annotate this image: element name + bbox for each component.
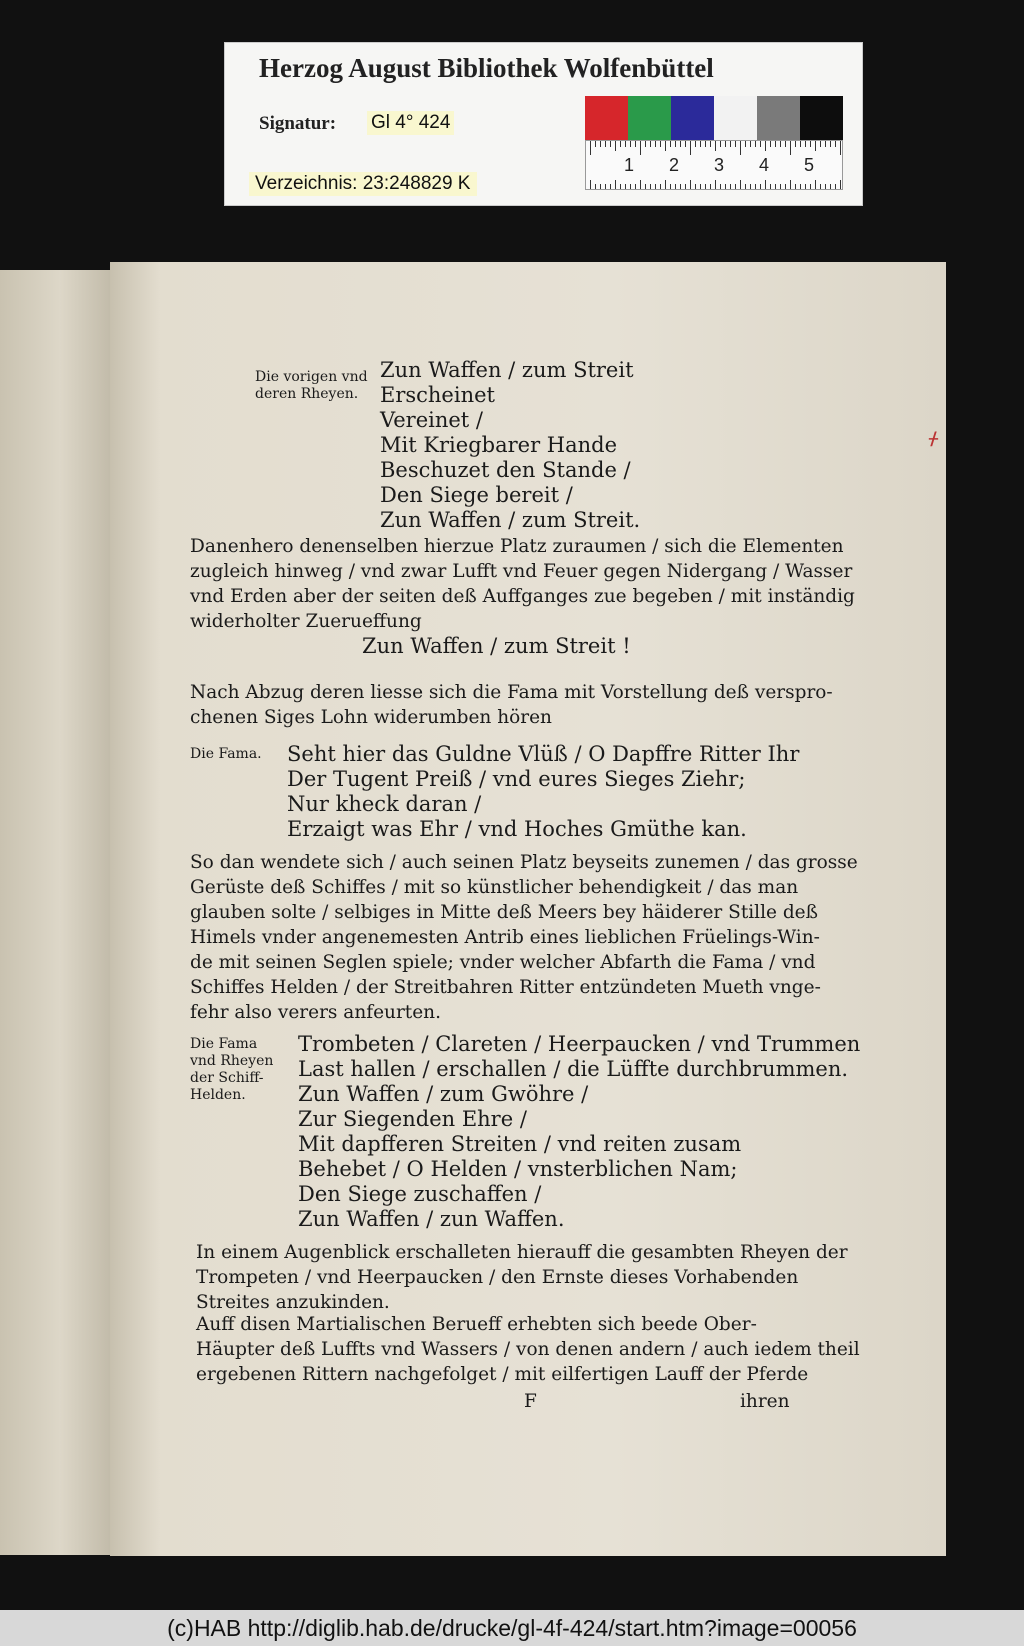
speaker-note-line: Die Fama. bbox=[190, 746, 262, 762]
verse-line: Seht hier das Guldne Vlüß / O Dapffre Ritter Ihr bbox=[287, 742, 800, 766]
ruler-tick bbox=[675, 184, 676, 189]
ruler-tick bbox=[730, 184, 731, 189]
text-line: ergebenen Rittern nachgefolget / mit eilfertigen Lauff der Pferde bbox=[196, 1364, 809, 1385]
ruler-tick bbox=[780, 141, 781, 147]
text-line: vnd Erden aber der seiten deß Auffganges zue begeben / mit inständig bbox=[190, 586, 855, 607]
ruler-tick bbox=[830, 184, 831, 189]
ruler-tick bbox=[680, 184, 681, 189]
ruler-tick bbox=[765, 141, 766, 151]
ruler-tick bbox=[710, 184, 711, 189]
verse-line: Trombeten / Clareten / Heerpaucken / vnd Trummen bbox=[298, 1032, 861, 1056]
ruler-tick bbox=[700, 141, 701, 147]
ruler-tick bbox=[660, 184, 661, 189]
text-line: de mit seinen Seglen spiele; vnder welcher Abfarth die Fama / vnd bbox=[190, 952, 816, 973]
ruler-tick bbox=[705, 141, 706, 147]
ruler-tick bbox=[745, 141, 746, 147]
ruler-tick bbox=[755, 184, 756, 189]
ruler-tick bbox=[720, 184, 721, 189]
ruler-tick bbox=[740, 141, 741, 155]
ruler-tick bbox=[650, 141, 651, 147]
text-line: Häupter deß Luffts vnd Wassers / von denen andern / auch iedem theil bbox=[196, 1339, 860, 1360]
ruler-tick bbox=[630, 184, 631, 189]
library-label-card bbox=[224, 42, 863, 206]
verse-line: Zun Waffen / zum Streit bbox=[380, 358, 634, 382]
ruler-tick bbox=[815, 180, 816, 189]
paragraph-1-call: Zun Waffen / zum Streit ! bbox=[362, 634, 631, 658]
speaker-note-line: deren Rheyen. bbox=[255, 386, 359, 402]
ruler-tick bbox=[600, 184, 601, 189]
ruler-tick bbox=[800, 184, 801, 189]
ruler-tick bbox=[640, 141, 641, 155]
ruler-tick bbox=[650, 184, 651, 189]
ruler-tick bbox=[715, 180, 716, 189]
verse-line: Behebet / O Helden / vnsterblichen Nam; bbox=[298, 1157, 738, 1181]
ruler-tick bbox=[685, 184, 686, 189]
text-line: fehr also verers anfeurten. bbox=[190, 1002, 441, 1023]
ruler-tick bbox=[770, 141, 771, 147]
ruler-tick bbox=[805, 184, 806, 189]
speaker-note-line: der Schiff- bbox=[190, 1070, 264, 1086]
ruler-tick bbox=[685, 141, 686, 147]
verzeichnis: Verzeichnis: 23:248829 K bbox=[249, 172, 477, 196]
ruler-tick bbox=[820, 184, 821, 189]
ruler-tick bbox=[675, 141, 676, 147]
color-swatch bbox=[714, 96, 757, 140]
text-line: In einem Augenblick erschalleten hierauff die gesambten Rheyen der bbox=[196, 1242, 848, 1263]
ruler-tick bbox=[595, 184, 596, 189]
ruler-tick bbox=[610, 141, 611, 147]
ruler-tick bbox=[770, 184, 771, 189]
ruler-tick bbox=[700, 184, 701, 189]
ruler-tick bbox=[625, 184, 626, 189]
red-margin-mark: ᚋ bbox=[929, 428, 938, 449]
ruler-tick bbox=[825, 184, 826, 189]
catchword: ihren bbox=[740, 1391, 790, 1412]
color-swatch bbox=[628, 96, 671, 140]
ruler-tick bbox=[825, 141, 826, 147]
ruler-tick bbox=[755, 141, 756, 147]
color-swatch bbox=[800, 96, 843, 140]
ruler-tick bbox=[775, 141, 776, 147]
block2-speaker-note bbox=[190, 746, 262, 763]
paragraph-5 bbox=[196, 1312, 860, 1387]
ruler-tick bbox=[695, 141, 696, 147]
copyright-footer: (c)HAB http://diglib.hab.de/drucke/gl-4f-424/start.htm?image=00056 bbox=[0, 1610, 1024, 1646]
paragraph-3 bbox=[190, 850, 858, 1025]
ruler-tick bbox=[760, 184, 761, 189]
ruler-tick bbox=[725, 141, 726, 147]
verse-line: Den Siege bereit / bbox=[380, 483, 573, 507]
signatur-value: Gl 4° 424 bbox=[367, 111, 454, 135]
color-swatch bbox=[671, 96, 714, 140]
paragraph-1 bbox=[190, 534, 855, 634]
ruler-tick bbox=[800, 141, 801, 147]
block1-speaker-note bbox=[255, 369, 368, 403]
book-spread bbox=[0, 262, 1000, 1557]
verse-line: Mit Kriegbarer Hande bbox=[380, 433, 618, 457]
paragraph-4 bbox=[196, 1240, 848, 1315]
ruler-tick bbox=[790, 180, 791, 189]
ruler-tick bbox=[665, 180, 666, 189]
ruler-tick bbox=[745, 184, 746, 189]
ruler-tick bbox=[595, 141, 596, 147]
verse-line: Nur kheck daran / bbox=[287, 792, 482, 816]
ruler-tick bbox=[695, 184, 696, 189]
ruler-tick bbox=[780, 184, 781, 189]
ruler-tick bbox=[830, 141, 831, 147]
library-name: Herzog August Bibliothek Wolfenbüttel bbox=[259, 53, 714, 83]
ruler-tick bbox=[750, 141, 751, 147]
ruler-tick bbox=[635, 184, 636, 189]
block1-verse bbox=[380, 358, 640, 533]
ruler-tick bbox=[740, 180, 741, 189]
left-page-edge bbox=[0, 270, 120, 1555]
ruler-tick bbox=[640, 180, 641, 189]
verse-line: Mit dapfferen Streiten / vnd reiten zusam bbox=[298, 1132, 742, 1156]
ruler-tick bbox=[655, 141, 656, 147]
ruler-tick bbox=[790, 141, 791, 155]
ruler-tick bbox=[600, 141, 601, 147]
ruler-tick bbox=[805, 141, 806, 147]
ruler-tick bbox=[665, 141, 666, 151]
ruler-tick bbox=[835, 141, 836, 147]
ruler-tick bbox=[615, 141, 616, 151]
verse-line: Zun Waffen / zum Streit. bbox=[380, 508, 641, 532]
speaker-note-line: vnd Rheyen bbox=[190, 1053, 274, 1069]
ruler-tick bbox=[590, 180, 591, 189]
text-line: Schiffes Helden / der Streitbahren Ritter entzündeten Mueth vnge- bbox=[190, 977, 821, 998]
ruler-tick bbox=[625, 141, 626, 147]
ruler-tick bbox=[730, 141, 731, 147]
text-line: widerholter Zuerueffung bbox=[190, 611, 422, 632]
verse-line: Zur Siegenden Ehre / bbox=[298, 1107, 527, 1131]
verse-line: Zun Waffen / zun Waffen. bbox=[298, 1207, 565, 1231]
text-line: Danenhero denenselben hierzue Platz zuraumen / sich die Elementen bbox=[190, 536, 844, 557]
ruler-tick bbox=[725, 184, 726, 189]
block3-speaker-note bbox=[190, 1036, 273, 1104]
color-swatch bbox=[757, 96, 800, 140]
speaker-note-line: Die Fama bbox=[190, 1036, 258, 1052]
speaker-note-line: Helden. bbox=[190, 1087, 246, 1103]
verse-line: Beschuzet den Stande / bbox=[380, 458, 631, 482]
ruler-tick bbox=[690, 180, 691, 189]
ruler-tick bbox=[760, 141, 761, 147]
ruler-tick bbox=[605, 141, 606, 147]
verse-line: Last hallen / erschallen / die Lüffte durchbrummen. bbox=[298, 1057, 849, 1081]
signatur-label: Signatur: bbox=[259, 113, 337, 134]
ruler-tick bbox=[840, 180, 841, 189]
ruler-tick bbox=[660, 141, 661, 147]
ruler-tick bbox=[835, 184, 836, 189]
ruler-tick bbox=[670, 184, 671, 189]
paragraph-2 bbox=[190, 680, 833, 730]
ruler-tick bbox=[620, 141, 621, 147]
ruler-tick bbox=[775, 184, 776, 189]
ruler-tick bbox=[715, 141, 716, 151]
ruler-tick bbox=[795, 141, 796, 147]
text-line: glauben solte / selbiges in Mitte deß Meers bey häiderer Stille deß bbox=[190, 902, 818, 923]
ruler-tick bbox=[820, 141, 821, 147]
ruler-tick bbox=[655, 184, 656, 189]
text-line: Nach Abzug deren liesse sich die Fama mit Vorstellung deß verspro- bbox=[190, 682, 833, 703]
ruler-tick bbox=[815, 141, 816, 151]
text-line: zugleich hinweg / vnd zwar Lufft vnd Feuer gegen Nidergang / Wasser bbox=[190, 561, 853, 582]
ruler-tick bbox=[590, 141, 591, 155]
ruler-number: 5 bbox=[804, 155, 815, 175]
text-line: chenen Siges Lohn widerumben hören bbox=[190, 707, 552, 728]
block3-verse bbox=[298, 1032, 860, 1232]
text-line: Trompeten / vnd Heerpaucken / den Ernste dieses Vorhabenden bbox=[196, 1267, 799, 1288]
speaker-note-line: Die vorigen vnd bbox=[255, 369, 368, 385]
ruler-tick bbox=[620, 184, 621, 189]
ruler-tick bbox=[705, 184, 706, 189]
verse-line: Den Siege zuschaffen / bbox=[298, 1182, 542, 1206]
text-line: Streites anzukinden. bbox=[196, 1292, 390, 1313]
verse-line: Der Tugent Preiß / vnd eures Sieges Ziehr; bbox=[287, 767, 746, 791]
ruler-tick bbox=[680, 141, 681, 147]
block2-verse bbox=[287, 742, 799, 842]
ruler-tick bbox=[635, 141, 636, 147]
ruler-tick bbox=[785, 141, 786, 147]
ruler-tick bbox=[785, 184, 786, 189]
text-line: So dan wendete sich / auch seinen Platz beyseits zunemen / das grosse bbox=[190, 852, 858, 873]
ruler-tick bbox=[605, 184, 606, 189]
verse-line: Zun Waffen / zum Gwöhre / bbox=[298, 1082, 589, 1106]
text-line: Himels vnder angenemesten Antrib eines lieblichen Früelings-Win- bbox=[190, 927, 820, 948]
text-line: Auff disen Martialischen Berueff erhebten sich beede Ober- bbox=[196, 1314, 757, 1335]
ruler-tick bbox=[735, 141, 736, 147]
ruler-tick bbox=[765, 180, 766, 189]
ruler-number: 3 bbox=[714, 155, 725, 175]
ruler-tick bbox=[645, 141, 646, 147]
ruler-number: 2 bbox=[669, 155, 680, 175]
text-line: Gerüste deß Schiffes / mit so künstlicher behendigkeit / das man bbox=[190, 877, 799, 898]
color-swatch bbox=[585, 96, 628, 140]
ruler-tick bbox=[735, 184, 736, 189]
color-swatches bbox=[585, 96, 843, 140]
verse-line: Erzaigt was Ehr / vnd Hoches Gmüthe kan. bbox=[287, 817, 747, 841]
ruler-tick bbox=[645, 184, 646, 189]
ruler-number: 4 bbox=[759, 155, 770, 175]
ruler-tick bbox=[615, 180, 616, 189]
ruler-tick bbox=[690, 141, 691, 155]
verse-line: Vereinet / bbox=[380, 408, 483, 432]
ruler-tick bbox=[810, 184, 811, 189]
ruler-tick bbox=[670, 141, 671, 147]
ruler-tick bbox=[810, 141, 811, 147]
ruler-tick bbox=[710, 141, 711, 147]
ruler-tick bbox=[795, 184, 796, 189]
ruler-tick bbox=[840, 141, 841, 155]
ruler-tick bbox=[750, 184, 751, 189]
verse-line: Erscheinet bbox=[380, 383, 495, 407]
ruler-number: 1 bbox=[624, 155, 635, 175]
signature-mark: F bbox=[524, 1391, 537, 1412]
ruler-tick bbox=[630, 141, 631, 147]
ruler-tick bbox=[720, 141, 721, 147]
ruler-tick bbox=[610, 184, 611, 189]
scale-ruler bbox=[585, 140, 843, 190]
